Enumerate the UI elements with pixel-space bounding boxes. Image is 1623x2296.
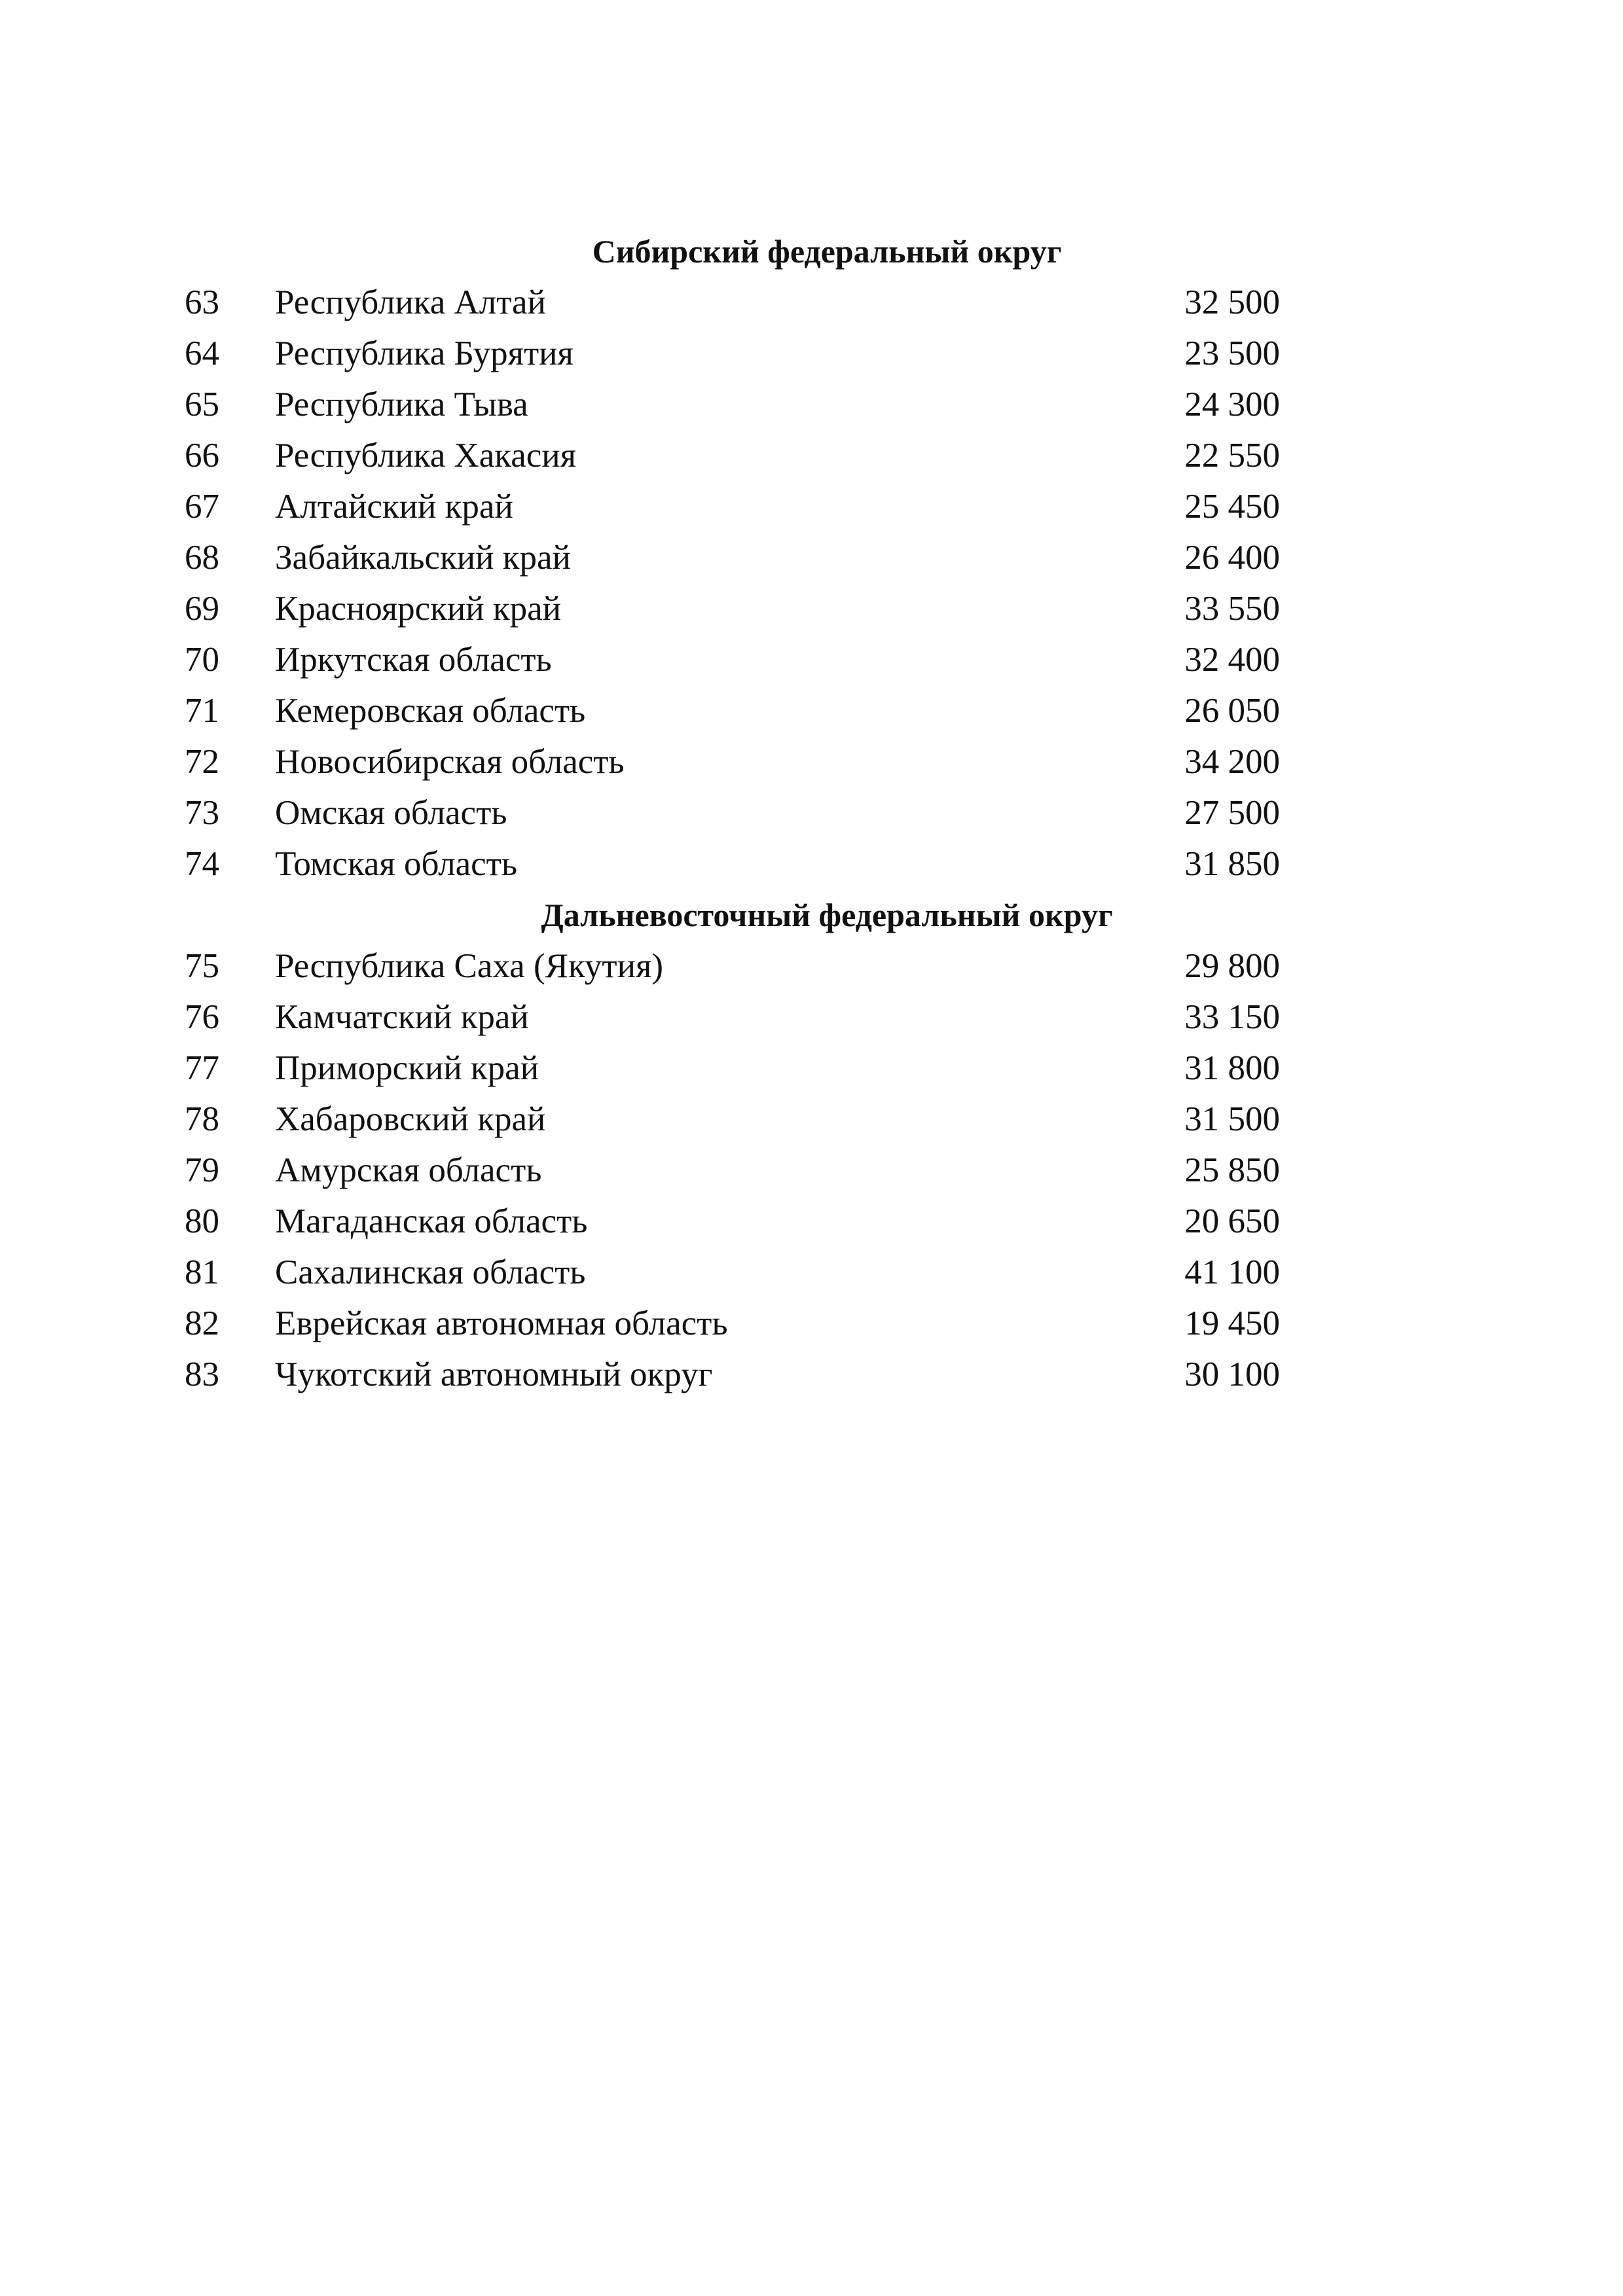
region-name: Алтайский край <box>275 488 513 526</box>
row-number: 79 <box>185 1151 219 1189</box>
region-value: 34 200 <box>1184 743 1280 781</box>
table-row <box>0 532 1623 583</box>
region-name: Республика Саха (Якутия) <box>275 947 663 985</box>
region-value: 32 400 <box>1184 641 1280 679</box>
row-number: 66 <box>185 437 219 475</box>
row-number: 65 <box>185 386 219 423</box>
section-title: Дальневосточный федеральный округ <box>541 897 1113 933</box>
table-row <box>0 1094 1623 1145</box>
region-name: Республика Тыва <box>275 386 528 423</box>
region-value: 25 850 <box>1184 1151 1280 1189</box>
row-number: 72 <box>185 743 219 781</box>
region-name: Чукотский автономный округ <box>275 1355 713 1393</box>
row-number: 64 <box>185 334 219 372</box>
table-row <box>0 1349 1623 1400</box>
region-value: 31 850 <box>1184 845 1280 883</box>
table-row <box>0 992 1623 1043</box>
row-number: 80 <box>185 1202 219 1240</box>
region-value: 23 500 <box>1184 334 1280 372</box>
regions-table <box>0 226 1623 1400</box>
region-value: 33 550 <box>1184 590 1280 628</box>
region-name: Амурская область <box>275 1151 542 1189</box>
region-name: Еврейская автономная область <box>275 1304 728 1342</box>
region-name: Забайкальский край <box>275 539 571 577</box>
region-value: 30 100 <box>1184 1355 1280 1393</box>
row-number: 69 <box>185 590 219 628</box>
table-row <box>0 634 1623 685</box>
table-row <box>0 685 1623 736</box>
region-value: 22 550 <box>1184 437 1280 475</box>
region-name: Сахалинская область <box>275 1253 586 1291</box>
row-number: 77 <box>185 1049 219 1087</box>
row-number: 63 <box>185 283 219 321</box>
row-number: 78 <box>185 1100 219 1138</box>
table-row <box>0 277 1623 328</box>
region-name: Новосибирская область <box>275 743 625 781</box>
table-row <box>0 1196 1623 1247</box>
row-number: 68 <box>185 539 219 577</box>
row-number: 73 <box>185 794 219 832</box>
row-number: 75 <box>185 947 219 985</box>
region-value: 26 400 <box>1184 539 1280 577</box>
table-row <box>0 838 1623 889</box>
region-value: 24 300 <box>1184 386 1280 423</box>
table-row <box>0 1145 1623 1196</box>
table-row <box>0 328 1623 379</box>
table-row <box>0 787 1623 838</box>
region-value: 31 800 <box>1184 1049 1280 1087</box>
row-number: 70 <box>185 641 219 679</box>
section-title: Сибирский федеральный округ <box>592 233 1062 270</box>
table-row <box>0 736 1623 787</box>
region-name: Кемеровская область <box>275 692 586 730</box>
region-name: Омская область <box>275 794 507 832</box>
region-name: Хабаровский край <box>275 1100 546 1138</box>
table-row <box>0 481 1623 532</box>
row-number: 76 <box>185 998 219 1036</box>
row-number: 82 <box>185 1304 219 1342</box>
region-value: 26 050 <box>1184 692 1280 730</box>
row-number: 81 <box>185 1253 219 1291</box>
region-name: Красноярский край <box>275 590 562 628</box>
region-value: 32 500 <box>1184 283 1280 321</box>
table-row <box>0 583 1623 634</box>
row-number: 67 <box>185 488 219 526</box>
section-header <box>0 889 1623 941</box>
table-row <box>0 1247 1623 1298</box>
region-value: 27 500 <box>1184 794 1280 832</box>
region-value: 25 450 <box>1184 488 1280 526</box>
region-name: Республика Бурятия <box>275 334 574 372</box>
table-row <box>0 941 1623 992</box>
region-name: Республика Хакасия <box>275 437 577 475</box>
region-value: 31 500 <box>1184 1100 1280 1138</box>
row-number: 74 <box>185 845 219 883</box>
table-row <box>0 1043 1623 1094</box>
region-value: 33 150 <box>1184 998 1280 1036</box>
region-name: Иркутская область <box>275 641 552 679</box>
table-row <box>0 1298 1623 1349</box>
region-name: Камчатский край <box>275 998 529 1036</box>
region-value: 41 100 <box>1184 1253 1280 1291</box>
table-row <box>0 430 1623 481</box>
region-name: Магаданская область <box>275 1202 588 1240</box>
region-name: Приморский край <box>275 1049 539 1087</box>
row-number: 83 <box>185 1355 219 1393</box>
region-name: Томская область <box>275 845 518 883</box>
region-value: 29 800 <box>1184 947 1280 985</box>
region-name: Республика Алтай <box>275 283 546 321</box>
region-value: 19 450 <box>1184 1304 1280 1342</box>
region-value: 20 650 <box>1184 1202 1280 1240</box>
section-header <box>0 226 1623 277</box>
table-row <box>0 379 1623 430</box>
row-number: 71 <box>185 692 219 730</box>
